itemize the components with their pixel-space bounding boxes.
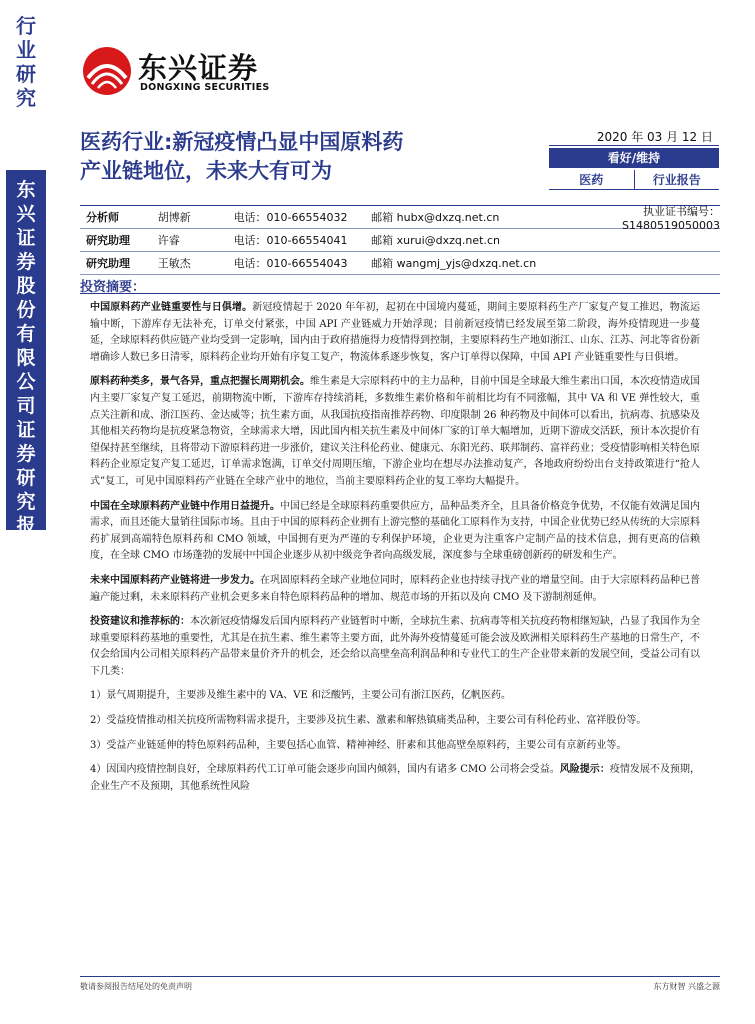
sidebar-vertical-char: 券 <box>16 443 36 465</box>
paragraph-lead: 中国原料药产业链重要性与日俱增。 <box>90 302 253 313</box>
sidebar-vertical-char: 东 <box>16 179 36 201</box>
report-rating: 看好/维持 <box>549 148 719 168</box>
footer-disclaimer: 敬请参阅报告结尾处的免责声明 <box>80 982 192 991</box>
author-name: 胡博新 <box>157 211 191 224</box>
paragraph-lead: 中国在全球原料药产业链中作用日益提升。 <box>90 500 280 512</box>
report-info-box <box>549 128 719 190</box>
abstract-paragraph <box>90 300 700 366</box>
author-name: 许睿 <box>157 234 180 247</box>
report-title-line2: 产业链地位，未来大有可为 <box>80 159 332 183</box>
sidebar-vertical-char: 报 <box>16 515 36 537</box>
paragraph-lead: 原料药种类多，景气各异，重点把握长周期机会。 <box>90 376 310 388</box>
author-role: 分析师 <box>86 211 119 224</box>
sidebar <box>0 0 52 1024</box>
footer-divider <box>80 976 720 977</box>
author-name: 王敏杰 <box>157 257 191 270</box>
paragraph-lead: 未来中国原料药产业链将进一步发力。 <box>90 574 260 586</box>
sidebar-category-char: 研 <box>16 62 36 86</box>
sidebar-vertical-char: 份 <box>16 299 36 321</box>
sidebar-category-char: 究 <box>16 86 36 110</box>
abstract-divider <box>80 293 720 294</box>
paragraph-text: 2）受益疫情推动相关抗疫所需物料需求提升，主要涉及抗生素、激素和解热镇痛类品种，主要公司有科伦药业、富祥股份等。 <box>90 715 647 727</box>
abstract-paragraph <box>90 573 700 606</box>
author-email: 邮箱 hubx@dxzq.net.cn <box>371 211 500 224</box>
abstract-paragraph <box>90 614 700 680</box>
abstract-paragraph <box>90 499 700 565</box>
author-row <box>80 252 720 275</box>
risk-lead: 风险提示： <box>559 764 610 776</box>
paragraph-text: 新冠疫情起于 2020 年年初，起初在中国境内蔓延，期间主要原料药生产厂家复产复工推迟，物流运输中断，下游库存无法补充，订单交付紧张，中国 API 产业链威力开始浮现；目前新冠疫情已经发展至第二阶段，海外疫情现进一步蔓延，全球原料药供应链产业均受到一定影响，国内由于政府措施得力疫情得到控制，主要原料药生产地如浙江、山东、江苏、河北等省份新增确诊人数已多日清零，原料药企业均开始有序复工复产，物流体系逐步恢复，客户订单得以保障，中国 API 产业链重要性与日俱增。 <box>90 302 701 363</box>
sidebar-vertical-char: 限 <box>16 347 36 369</box>
report-title <box>80 128 540 186</box>
sidebar-category-char: 行 <box>16 14 36 38</box>
sidebar-vertical-char: 证 <box>16 419 36 441</box>
authors-table <box>80 205 720 275</box>
author-email: 邮箱 xurui@dxzq.net.cn <box>371 234 500 247</box>
abstract-paragraph <box>90 713 700 730</box>
sidebar-vertical-char: 券 <box>16 251 36 273</box>
sidebar-vertical-char: 证 <box>16 227 36 249</box>
author-email: 邮箱 wangmj_yjs@dxzq.net.cn <box>371 257 537 270</box>
sidebar-vertical-char: 公 <box>16 371 36 393</box>
author-phone: 电话：010-66554032 <box>233 211 348 224</box>
report-title-line1: 医药行业:新冠疫情凸显中国原料药 <box>80 130 404 154</box>
paragraph-text: 在巩固原料药全球产业地位同时，原料药企业也持续寻找产业的增量空间。由于大宗原料药品种已普遍产能过剩，未来原料药产业机会更多来自特色原料药品种的增加、规范市场的开拓以及向 CMO 及下游制剂延伸。 <box>90 574 700 603</box>
sidebar-category <box>6 14 46 110</box>
risk-text: 疫情发展不及预期，企业生产不及预期，其他系统性风险 <box>90 764 701 792</box>
author-role: 研究助理 <box>86 257 130 270</box>
paragraph-lead: 投资建议和推荐标的： <box>90 616 190 628</box>
sidebar-vertical-char: 股 <box>16 275 36 297</box>
report-tags <box>549 170 719 190</box>
abstract-title: 投资摘要： <box>80 280 146 295</box>
abstract-paragraph <box>90 374 700 490</box>
sidebar-vertical-char: 研 <box>16 467 36 489</box>
paragraph-text: 维生素是大宗原料药中的主力品种，目前中国是全球最大维生素出口国，本次疫情造成国内主要厂家复产复工延迟，前期物流中断，下游库存持续消耗，多数维生素价格和年前相比均有不同涨幅，其中 VA 和 VE 弹性较大，重点关注新和成、浙江医药、金达威等；抗生素方面，从我国抗疫指南推荐药物、印度限制 26 种药物及中间体可以看出，抗病毒、抗感染及其他相关药物均是抗疫紧急物资，全球需求大增，因此国内相关抗生素及中间体厂家的订单大幅增加，近期下游成交活跃，预计本次提价有望保持甚至继续，且将带动下游原料药进一步涨价，建议关注科伦药业、健康元、东阳光药、联邦制药、富祥药业；受疫情影响相关特色原料药企业原定复产复工延迟，订单需求饱满，订单交付周期压缩，下游企业均在想尽办法推动复产，各地政府纷纷出台支持政策进行“抢人式”复工，可见中国原料药产业链在全球产业中的地位，当前主要原料药企业的复工率均大幅提升。 <box>90 376 700 487</box>
logo-name-en: DONGXING SECURITIES <box>140 82 270 93</box>
sidebar-vertical-char: 司 <box>16 395 36 417</box>
logo-name-cn: 东兴证券 <box>138 51 259 85</box>
dongxing-logo-icon <box>80 44 134 98</box>
sidebar-vertical-char: 究 <box>16 491 36 513</box>
paragraph-text: 中国已经是全球原料药重要供应方，品种品类齐全，且具备价格竞争优势，不仅能有效满足国内需求，而且还能大量销往国际市场。且由于中国的原料药企业拥有上游完整的基础化工原料作为支持，中国企业优势已经从传统的大宗原料药扩展到高端特色原料药和 CMO 领域，中国拥有更为严谨的专利保护环境，企业更为注重客户定制产品的技术信息，拥有更高的信赖度，在全球 CMO 市场蓬勃的发展中中国企业逐步从初中级竞争者向高级发展，深度参与全球重磅创新药的研发和生产。 <box>90 500 700 562</box>
paragraph-text: 1）景气周期提升，主要涉及维生素中的 VA、VE 和泛酸钙，主要公司有浙江医药，亿帆医药。 <box>90 690 512 702</box>
sidebar-vertical-char: 有 <box>16 323 36 345</box>
paragraph-text: 3）受益产业链延伸的特色原料药品种，主要包括心血管、精神神经、肝素和其他高壁垒原料药，主要公司有京新药业等。 <box>90 739 627 751</box>
paragraph-text: 4）因国内疫情控制良好，全球原料药代工订单可能会逐步向国内倾斜，国内有诸多 CMO 公司将会受益。 <box>90 764 560 776</box>
report-sector: 医药 <box>579 173 604 187</box>
author-row <box>80 229 720 252</box>
footer-slogan: 东方财智 兴盛之源 <box>653 982 720 991</box>
abstract-body <box>90 300 700 803</box>
abstract-paragraph <box>90 738 700 755</box>
company-logo <box>80 44 280 100</box>
author-phone: 电话：010-66554041 <box>233 234 348 247</box>
author-role: 研究助理 <box>86 234 130 247</box>
sidebar-vertical-char: 兴 <box>16 203 36 225</box>
author-phone: 电话：010-66554043 <box>233 257 348 270</box>
abstract-paragraph <box>90 762 700 795</box>
author-row <box>80 204 720 232</box>
paragraph-text: 本次新冠疫情爆发后国内原料药产业链暂时中断，全球抗生素、抗病毒等相关抗疫药物相继短缺，凸显了我国作为全球重要原料药基地的重要性，尤其是在抗生素、维生素等主要方面，此外海外疫情蔓延可能会波及欧洲相关原料药生产基地的日常生产，不仅会给国内公司相关原料药产品带来量价齐升的机会，还会给以高壁垒高利润品种和专业代工的生产企业带来新的发展空间，受益公司有以下几类： <box>90 616 700 677</box>
abstract-paragraph <box>90 688 700 705</box>
report-type: 行业报告 <box>634 170 720 189</box>
report-date: 2020 年 03 月 12 日 <box>549 128 719 146</box>
sidebar-vertical-label <box>6 170 46 561</box>
sidebar-vertical-char: 告 <box>16 539 36 561</box>
sidebar-category-char: 业 <box>16 38 36 62</box>
author-cert: 执业证书编号：S1480519050003 <box>622 204 720 232</box>
